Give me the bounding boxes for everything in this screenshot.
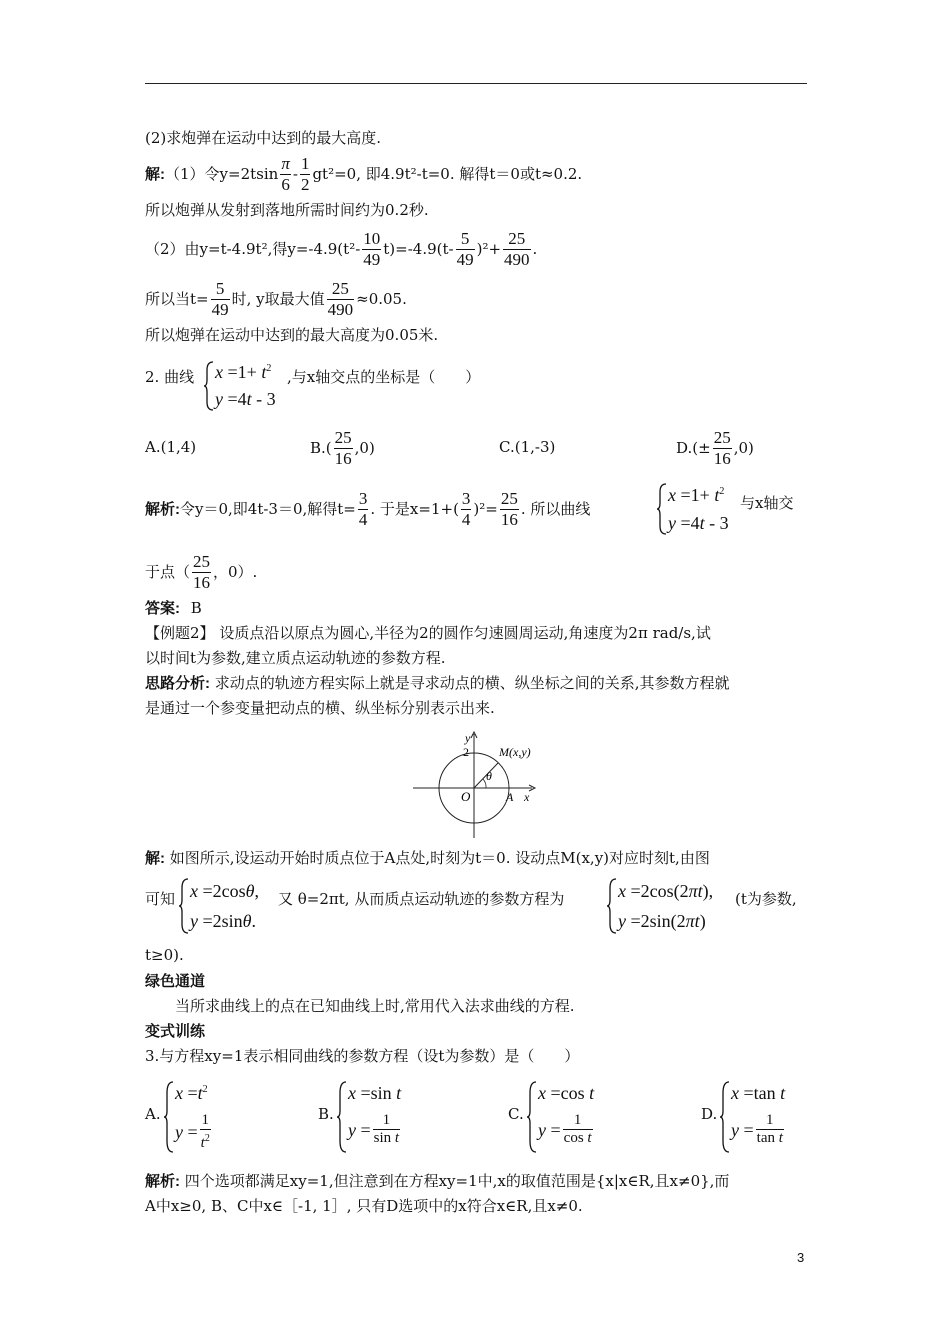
var-label: 变式训练: [145, 1023, 206, 1040]
q2-opt-b-post: ,0): [354, 438, 375, 457]
sol2-a: （2）由y=t-4.9t²,得y=-4.9(t²-: [145, 239, 361, 258]
ex2-text2: 以时间t为参数,建立质点运动轨迹的参数方程.: [145, 649, 446, 667]
ana2-line2: [145, 548, 257, 596]
q2-opt-d: [676, 425, 754, 471]
think-line1: [145, 676, 730, 691]
fig-y-tick: 2: [463, 745, 469, 759]
ana2-line2-b: ，0）.: [213, 562, 258, 581]
frac-25-490: $\frac{25}{490}$: [504, 228, 530, 269]
q3-opt-bot: y = $\frac{1}{\text{cos t}}$: [538, 1112, 592, 1146]
frac-5-49b: $\frac{5}{49}$: [211, 278, 229, 319]
fig-theta: θ: [486, 769, 492, 783]
q3-opt-bot: y = $\frac{1}{\text{sin t}}$: [348, 1112, 400, 1146]
sol3-sys2-top: x =2cos(2πt),: [618, 881, 714, 901]
sol2-line2-a: 所以当t=: [145, 289, 209, 308]
think-label: 思路分析:: [145, 675, 210, 692]
sol3-sys1-top: x =2cosθ,: [190, 881, 259, 901]
sol2-line2-b: 时, y取最大值: [231, 289, 325, 308]
q3-text: 3.与方程xy=1表示相同曲线的参数方程（设t为参数）是（ ）: [145, 1047, 580, 1065]
sol1-line: [145, 150, 582, 198]
q2-opt-d-post: ,0): [733, 438, 754, 457]
q3-brace: [526, 1080, 538, 1154]
green-label: 绿色通道: [145, 973, 206, 990]
sol3-brace2: [606, 877, 618, 935]
ana2-e: 与x轴交: [740, 494, 794, 512]
sol1-line2: 所以炮弹从发射到落地所需时间约为0.2秒.: [145, 201, 429, 219]
frac-1-2: $\frac{1}{2}$: [300, 153, 310, 194]
circle-figure: [410, 728, 545, 840]
ana2-c: )²=: [473, 499, 498, 518]
ana3-text1: 四个选项都满足xy=1,但注意到在方程xy=1中,x的取值范围是{x|x∈R,且x≠0},而: [184, 1172, 730, 1190]
think-text2: 是通过一个参变量把动点的横、纵坐标分别表示出来.: [145, 699, 495, 717]
frac-10-49: $\frac{10}{49}$: [363, 228, 381, 269]
sol3-brace1: [178, 877, 190, 935]
q2-prefix: 2. 曲线: [145, 368, 195, 386]
answer-label: 答案:: [145, 600, 180, 617]
sol2-b: t)=-4.9(t-: [383, 239, 454, 258]
green-text: 当所求曲线上的点在已知曲线上时,常用代入法求曲线的方程.: [175, 997, 575, 1015]
sol3-sys1-bot: y =2sinθ.: [190, 911, 257, 931]
ex2-line1: [145, 626, 711, 641]
q3-brace: [163, 1080, 175, 1154]
sol3-text1: 如图所示,设运动开始时质点位于A点处,时刻为t＝0. 设动点M(x,y)对应时刻t,由图: [169, 849, 710, 867]
frac-5-49: $\frac{5}{49}$: [456, 228, 474, 269]
q3-opt-label: B.: [318, 1105, 334, 1123]
sol-label: 解:: [145, 165, 165, 183]
q2-opt-b-pre: B.(: [310, 438, 332, 457]
ana2-d: . 所以曲线: [520, 499, 591, 518]
q3-opt-top: x =cos t: [538, 1083, 595, 1103]
q3-opt-label: C.: [508, 1105, 524, 1123]
sol2-line2-c: ≈0.05.: [356, 289, 407, 308]
frac-3-4: $\frac{3}{4}$: [358, 488, 368, 529]
q2-suffix: ,与x轴交点的坐标是（ ）: [287, 368, 481, 386]
sol1-b: gt²=0, 即4.9t²-t=0. 解得t＝0或t≈0.2.: [312, 164, 583, 183]
ana2-sys-bot: y =4t - 3: [668, 513, 729, 533]
q3-opt-bot: y = $\frac{1}{\text{tan t}}$: [731, 1112, 783, 1146]
frac-3-4b: $\frac{3}{4}$: [461, 488, 471, 529]
ana-label: 解析:: [145, 500, 180, 518]
frac-25-16: $\frac{25}{16}$: [334, 427, 352, 468]
q2-sys-bot: y =4t - 3: [215, 389, 276, 409]
sol3-a: 可知: [145, 890, 176, 908]
q2-opt-a: A.(1,4): [145, 438, 197, 456]
q2-brace: [203, 360, 215, 412]
q2-sys-top: $x =1+ t^2$: [215, 362, 272, 382]
q3-opt-bot: y = $\frac{1}{t^2}$: [175, 1112, 210, 1151]
think-text1: 求动点的轨迹方程实际上就是寻求动点的横、纵坐标之间的关系,其参数方程就: [214, 674, 730, 692]
sol3-line1: [145, 851, 710, 866]
sol3-line3: t≥0).: [145, 946, 184, 964]
frac-pi-6: $\frac{\pi}{6}$: [281, 153, 290, 194]
sol3-c: (t为参数,: [735, 890, 797, 908]
header-rule: [145, 83, 807, 84]
ex2-label: 【例题2】: [145, 624, 215, 642]
page-number: 3: [797, 1250, 805, 1265]
fig-y-label: y: [465, 731, 471, 745]
q3-opt-label: D.: [701, 1105, 718, 1123]
q3-brace: [336, 1080, 348, 1154]
q3-option: [508, 1078, 688, 1158]
q2-opt-b: [310, 425, 375, 471]
fig-a-label: A: [506, 790, 514, 804]
ana3-text2: A中x≥0, B、C中x∈［-1, 1］, 只有D选项中的x符合x∈R,且x≠0.: [145, 1197, 583, 1215]
frac-25-16-d: $\frac{25}{16}$: [713, 427, 731, 468]
ana2-a: 令y＝0,即4t-3＝0,解得t=: [180, 499, 356, 518]
q3-opt-label: A.: [145, 1105, 161, 1123]
sol2-line3: 所以炮弹在运动中达到的最大高度为0.05米.: [145, 326, 439, 344]
sol3-sys2-bot: y =2sin(2πt): [618, 911, 706, 931]
q3-option: [701, 1078, 881, 1158]
sol2-line2: [145, 275, 407, 323]
ana2-sys-top: $x =1+ t^2$: [668, 485, 725, 505]
ex2-text1: 设质点沿以原点为圆心,半径为2的圆作匀速圆周运动,角速度为2π rad/s,试: [219, 624, 711, 642]
ana3-line1: [145, 1174, 729, 1189]
q3-option: [145, 1078, 325, 1158]
answer-line: [145, 601, 202, 616]
q3-option: [318, 1078, 498, 1158]
sol3-label: 解:: [145, 850, 165, 867]
frac-25-16b: $\frac{25}{16}$: [500, 488, 518, 529]
answer-value: B: [190, 599, 202, 617]
ana2-b: . 于是x=1+(: [370, 499, 459, 518]
sol2-d: .: [532, 239, 538, 258]
sol1-a: （1）令y=2tsin: [165, 164, 279, 183]
ana2-brace: [656, 482, 668, 536]
frac-25-16c: $\frac{25}{16}$: [193, 551, 211, 592]
sol2-c: )²+: [476, 239, 502, 258]
ana2-line: [145, 484, 590, 534]
q2-opt-d-pre: D.(±: [676, 438, 711, 457]
q2-opt-c: C.(1,-3): [499, 438, 556, 456]
q3-opt-top: $x =t^2$: [175, 1083, 208, 1103]
frac-25-490b: $\frac{25}{490}$: [327, 278, 354, 319]
sol3-b: 又 θ=2πt, 从而质点运动轨迹的参数方程为: [278, 890, 565, 908]
q3-brace: [719, 1080, 731, 1154]
fig-m-label: M(x,y): [499, 745, 531, 759]
q3-opt-top: x =tan t: [731, 1083, 786, 1103]
ana2-line2-a: 于点（: [145, 562, 191, 581]
sol2-line: [145, 225, 537, 273]
q3-opt-top: x =sin t: [348, 1083, 402, 1103]
fig-origin: O: [461, 789, 471, 804]
fig-x-label: x: [524, 790, 530, 804]
p2-intro: (2)求炮弹在运动中达到的最大高度.: [145, 129, 382, 147]
sol1-minus: -: [292, 164, 298, 183]
ana3-label: 解析:: [145, 1173, 180, 1190]
